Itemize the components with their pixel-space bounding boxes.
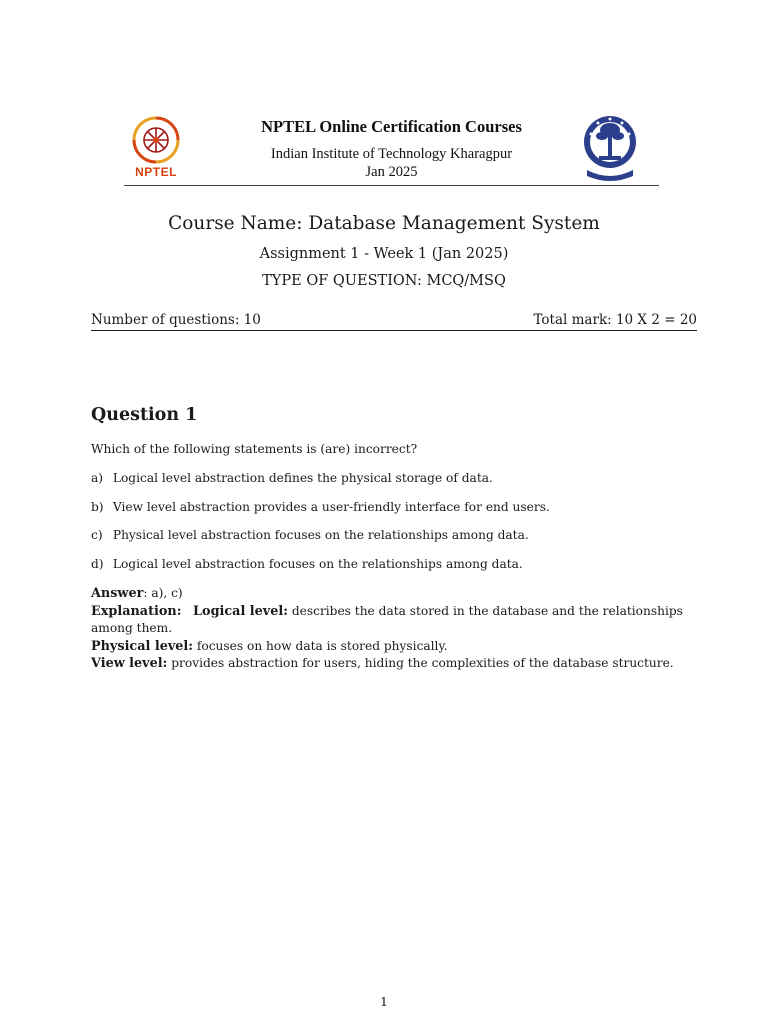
nptel-logo-text: NPTEL xyxy=(135,165,177,179)
logical-level-text: describes the data stored in the database and the relationships among them. xyxy=(91,603,683,635)
answer-line xyxy=(91,585,701,603)
option-label: b) xyxy=(91,500,104,514)
meta-row xyxy=(91,312,697,331)
banner-date: Jan 2025 xyxy=(365,164,418,180)
option-label: c) xyxy=(91,528,103,542)
logical-level-label: Logical level: xyxy=(193,603,288,619)
option-text: Physical level abstraction focuses on the relationships among data. xyxy=(112,528,529,542)
page-number: 1 xyxy=(380,994,388,1009)
view-level-line xyxy=(91,655,701,673)
explanation-line xyxy=(91,603,701,638)
physical-level-line xyxy=(91,638,701,656)
answer-block xyxy=(91,585,701,673)
assignment-title: Assignment 1 - Week 1 (Jan 2025) xyxy=(259,246,509,262)
answer-value: : a), c) xyxy=(143,586,183,600)
explanation-label: Explanation: xyxy=(91,603,182,619)
physical-level-text: focuses on how data is stored physically. xyxy=(196,638,448,653)
iit-kharagpur-emblem-icon xyxy=(581,112,639,182)
question-type: TYPE OF QUESTION: MCQ/MSQ xyxy=(262,273,506,289)
total-mark: Total mark: 10 X 2 = 20 xyxy=(533,312,697,328)
option-text: Logical level abstraction focuses on the relationships among data. xyxy=(112,557,523,571)
view-level-label: View level: xyxy=(91,656,168,671)
option-label: a) xyxy=(91,471,104,485)
option-label: d) xyxy=(91,557,104,571)
header-banner xyxy=(124,112,659,186)
number-of-questions: Number of questions: 10 xyxy=(91,312,261,328)
physical-level-label: Physical level: xyxy=(91,638,193,654)
question-heading: Question 1 xyxy=(91,405,198,425)
banner-divider xyxy=(124,185,659,186)
option-a xyxy=(91,471,493,485)
option-b xyxy=(91,500,550,514)
option-d xyxy=(91,557,523,571)
view-level-text: provides abstraction for users, hiding the complexities of the database structure. xyxy=(171,656,674,670)
option-text: View level abstraction provides a user-friendly interface for end users. xyxy=(112,500,550,514)
option-c xyxy=(91,528,529,542)
option-text: Logical level abstraction defines the physical storage of data. xyxy=(112,471,493,485)
question-text: Which of the following statements is (are) incorrect? xyxy=(91,442,418,456)
answer-label: Answer xyxy=(91,586,144,601)
course-title: Course Name: Database Management System xyxy=(168,213,600,234)
institute-name: Indian Institute of Technology Kharagpur xyxy=(270,146,513,162)
banner-title: NPTEL Online Certification Courses xyxy=(261,117,522,136)
